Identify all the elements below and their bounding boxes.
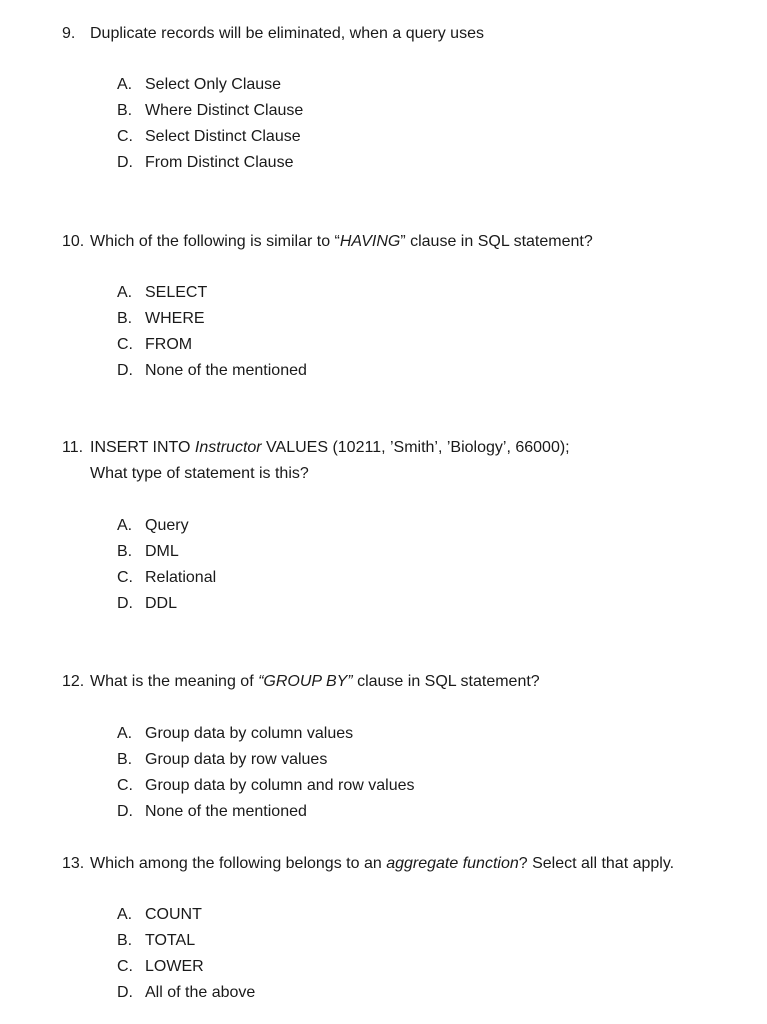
question-13 [62,854,674,874]
option-12d [117,802,307,822]
option-letter: B. [117,932,133,949]
option-text: Query [145,517,189,534]
question-number: 11. [62,439,84,456]
option-letter: C. [117,777,133,794]
option-10a [117,283,207,303]
option-13b [117,931,195,951]
option-11b [117,542,179,562]
option-13c [117,957,204,977]
question-10 [62,232,593,252]
question-text: Duplicate records will be eliminated, when a query uses [90,25,484,42]
option-letter: A. [117,76,133,93]
option-letter: D. [117,984,133,1001]
option-13d [117,983,255,1003]
option-letter: D. [117,803,133,820]
option-9d [117,153,293,173]
question-text-post: VALUES (10211, ’Smith’, ’Biology’, 66000); [261,439,570,456]
option-11a [117,516,189,536]
question-number: 12. [62,673,85,690]
question-text-line2: What type of statement is this? [90,465,309,482]
question-text-emphasis: Instructor [194,439,262,456]
option-letter: A. [117,906,133,923]
option-12b [117,750,327,770]
option-letter: B. [117,310,133,327]
option-letter: C. [117,569,133,586]
option-text: All of the above [145,984,256,1001]
option-9c [117,127,301,147]
option-letter: B. [117,543,133,560]
question-text-pre: INSERT INTO [90,439,195,456]
option-letter: C. [117,958,133,975]
question-text-post: ” clause in SQL statement? [400,233,593,250]
question-11-line2 [90,464,309,484]
option-letter: B. [117,102,133,119]
option-text: None of the mentioned [145,803,307,820]
question-number: 10. [62,233,85,250]
option-text: Group data by column and row values [145,777,415,794]
option-12c [117,776,414,796]
question-text-post: ? Select all that apply. [518,855,675,872]
question-number: 9. [62,25,76,42]
option-9b [117,101,303,121]
option-text: Where Distinct Clause [145,102,304,119]
option-letter: C. [117,128,133,145]
question-text-pre: What is the meaning of [90,673,259,690]
option-12a [117,724,353,744]
option-text: Relational [145,569,217,586]
option-text: Group data by column values [145,725,354,742]
question-text-emphasis: “GROUP BY” [258,673,353,690]
option-9a [117,75,281,95]
option-text: Select Only Clause [145,76,282,93]
option-letter: D. [117,362,133,379]
question-number: 13. [62,855,85,872]
question-9 [62,24,484,44]
question-12 [62,672,540,692]
question-11 [62,438,570,458]
option-letter: D. [117,154,133,171]
option-11c [117,568,216,588]
question-text-emphasis: aggregate function [386,855,519,872]
option-text: None of the mentioned [145,362,307,379]
option-text: LOWER [145,958,204,975]
option-letter: D. [117,595,133,612]
option-letter: A. [117,517,133,534]
option-text: TOTAL [145,932,196,949]
option-text: COUNT [145,906,202,923]
option-10b [117,309,205,329]
option-text: From Distinct Clause [145,154,294,171]
question-text-post: clause in SQL statement? [352,673,540,690]
question-text-emphasis: HAVING [339,233,401,250]
option-10c [117,335,192,355]
option-letter: A. [117,725,133,742]
option-text: FROM [145,336,193,353]
option-text: Group data by row values [145,751,328,768]
option-13a [117,905,202,925]
option-text: Select Distinct Clause [145,128,301,145]
question-text-pre: Which among the following belongs to an [90,855,387,872]
option-10d [117,361,307,381]
option-text: SELECT [145,284,208,301]
option-text: DML [145,543,179,560]
option-letter: A. [117,284,133,301]
option-text: DDL [145,595,178,612]
option-letter: B. [117,751,133,768]
option-letter: C. [117,336,133,353]
question-text-pre: Which of the following is similar to “ [90,233,340,250]
option-11d [117,594,177,614]
option-text: WHERE [145,310,205,327]
